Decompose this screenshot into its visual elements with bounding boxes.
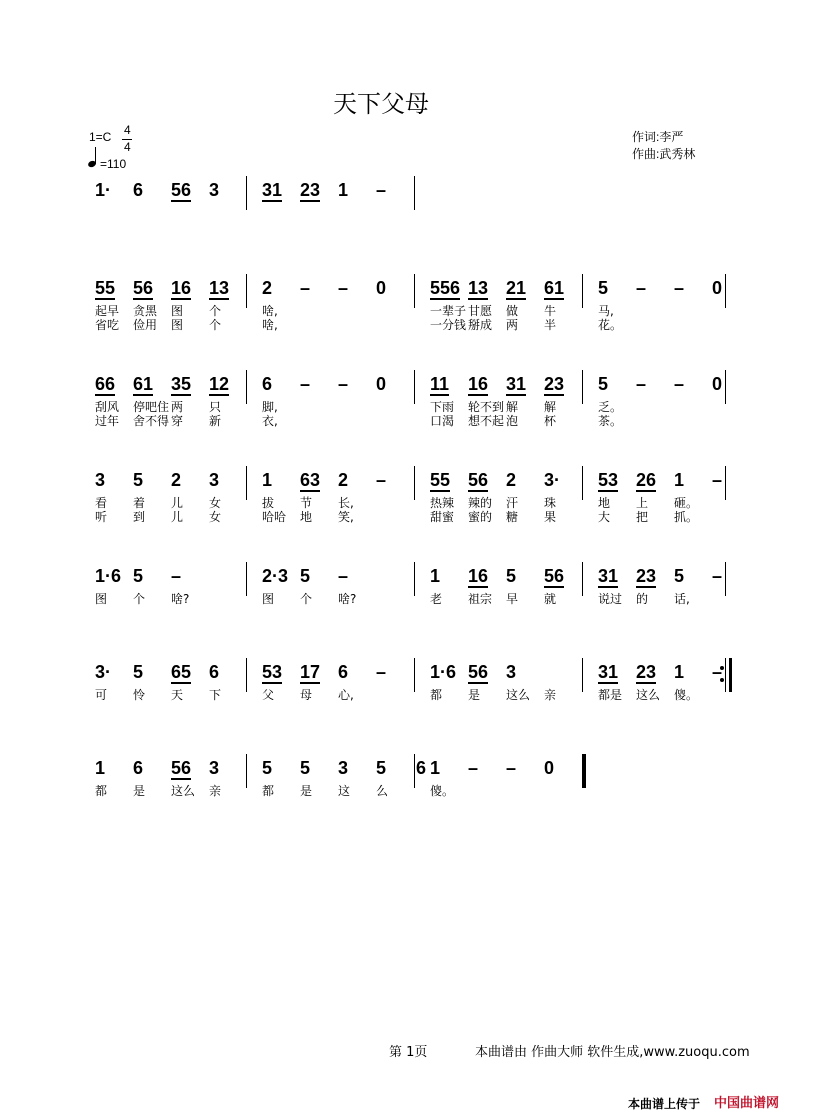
lyric-word: 脚, — [262, 400, 278, 414]
lyric-word: 解 — [544, 400, 557, 414]
note: 3 — [209, 470, 220, 490]
note: 16 — [171, 278, 192, 298]
lyric-word: 穿 — [171, 414, 184, 428]
note: 1·6 — [430, 662, 457, 682]
note: 0 — [544, 758, 555, 778]
lyric-word: 这么 — [636, 688, 661, 702]
lyric-word: 热辣 — [430, 496, 455, 510]
upload-credit: 本曲谱上传于 — [628, 1097, 701, 1111]
lyric-word: 听 — [95, 510, 108, 524]
bar-line — [414, 658, 415, 692]
note: 31 — [598, 662, 619, 682]
lyric-word: 辣的 — [468, 496, 493, 510]
note: – — [338, 278, 349, 298]
lyric-word: 新 — [209, 414, 222, 428]
note: 0 — [376, 278, 387, 298]
note: 6 — [133, 180, 144, 200]
lyric-word: 甜蜜 — [430, 510, 455, 524]
note: 1 — [430, 758, 441, 778]
lyric-word: 心, — [338, 688, 354, 702]
lyric-word: 父 — [262, 688, 275, 702]
note: 6 — [209, 662, 220, 682]
note: 23 — [300, 180, 321, 200]
lyric-word: 图 — [171, 318, 184, 332]
lyric-word: 就 — [544, 592, 557, 606]
note: 53 — [262, 662, 283, 682]
note: 3 — [338, 758, 349, 778]
note: 35 — [171, 374, 192, 394]
note: 5 — [262, 758, 273, 778]
note: 11 — [430, 374, 450, 394]
note: 5 — [506, 566, 517, 586]
note: 6 — [262, 374, 273, 394]
lyric-word: 看 — [95, 496, 108, 510]
lyric-word: 亲 — [544, 688, 557, 702]
note: 3 — [209, 758, 220, 778]
lyric-word: 拔 — [262, 496, 275, 510]
lyric-word: 地 — [300, 510, 313, 524]
note: – — [300, 374, 311, 394]
note: 53 — [598, 470, 619, 490]
lyric-word: 花。 — [598, 318, 623, 332]
note: 16 — [468, 374, 489, 394]
lyric-word: 个 — [300, 592, 313, 606]
bar-line — [414, 274, 415, 308]
page-title: 天下父母 — [333, 90, 429, 118]
note: 556 — [430, 278, 461, 298]
time-signature-bottom: 4 — [124, 140, 131, 154]
lyric-word: 掰成 — [468, 318, 493, 332]
lyric-word: 汗 — [506, 496, 519, 510]
lyric-word: 杯 — [544, 414, 557, 428]
lyric-word: 啥? — [171, 592, 190, 606]
lyric-word: 把 — [636, 510, 649, 524]
note: 56 — [171, 180, 192, 200]
note: – — [468, 758, 479, 778]
site-logo: 中国曲谱网 — [714, 1096, 780, 1111]
note: 13 — [468, 278, 489, 298]
lyric-word: 啥? — [338, 592, 357, 606]
lyric-word: 个 — [209, 304, 222, 318]
repeat-bar-line — [729, 658, 732, 692]
lyric-word: 早 — [506, 592, 519, 606]
note: 3· — [95, 662, 112, 682]
note: 2 — [506, 470, 517, 490]
lyric-word: 话, — [674, 592, 690, 606]
lyric-word: 大 — [598, 510, 611, 524]
lyric-word: 做 — [506, 304, 519, 318]
note: – — [376, 180, 387, 200]
note: – — [506, 758, 517, 778]
bar-line — [246, 658, 247, 692]
lyric-word: 泡 — [506, 414, 519, 428]
note: – — [712, 662, 723, 682]
quarter-note-icon — [87, 160, 97, 168]
lyric-word: 牛 — [544, 304, 557, 318]
lyric-word: 口渴 — [430, 414, 455, 428]
lyric-word: 的 — [636, 592, 649, 606]
lyric-word: 停吧住 — [133, 400, 170, 414]
note: 56 — [468, 662, 489, 682]
score-row — [0, 662, 819, 722]
lyric-word: 下雨 — [430, 400, 455, 414]
note: 6 — [338, 662, 349, 682]
note: 55 — [430, 470, 451, 490]
note: 6 — [416, 758, 427, 778]
lyric-word: 一分钱 — [430, 318, 467, 332]
note: 1·6 — [95, 566, 122, 586]
note: – — [636, 278, 647, 298]
note: 31 — [506, 374, 527, 394]
lyric-word: 乏。 — [598, 400, 623, 414]
note: 5 — [598, 374, 609, 394]
bar-line — [414, 562, 415, 596]
lyric-word: 抓。 — [674, 510, 699, 524]
lyric-word: 母 — [300, 688, 313, 702]
lyric-word: 么 — [376, 784, 389, 798]
bar-line — [246, 274, 247, 308]
note: 31 — [262, 180, 283, 200]
bar-line — [246, 370, 247, 404]
bar-line — [414, 370, 415, 404]
lyric-word: 图 — [95, 592, 108, 606]
page-number: 第 1页 — [389, 1045, 428, 1060]
lyric-word: 都是 — [598, 688, 623, 702]
note: 5 — [133, 470, 144, 490]
lyric-word: 衣, — [262, 414, 278, 428]
lyric-word: 茶。 — [598, 414, 623, 428]
note: 3 — [95, 470, 106, 490]
lyricist: 作词:李严 — [632, 130, 684, 144]
lyric-word: 省吃 — [95, 318, 120, 332]
lyric-word: 两 — [171, 400, 184, 414]
lyric-word: 解 — [506, 400, 519, 414]
lyric-word: 是 — [133, 784, 146, 798]
note: – — [338, 374, 349, 394]
lyric-word: 砸。 — [674, 496, 699, 510]
lyric-word: 说过 — [598, 592, 623, 606]
bar-line — [582, 370, 583, 404]
lyric-word: 是 — [468, 688, 481, 702]
lyric-word: 傻。 — [430, 784, 455, 798]
bar-line — [582, 658, 583, 692]
bar-line — [414, 176, 415, 210]
lyric-word: 图 — [262, 592, 275, 606]
note: 5 — [133, 662, 144, 682]
note: 23 — [636, 662, 657, 682]
note: 17 — [300, 662, 321, 682]
lyric-word: 是 — [300, 784, 313, 798]
lyric-word: 都 — [95, 784, 108, 798]
lyric-word: 贪黑 — [133, 304, 158, 318]
lyric-word: 女 — [209, 496, 222, 510]
note: – — [674, 278, 685, 298]
bar-line — [725, 466, 726, 500]
note: 12 — [209, 374, 230, 394]
lyric-word: 舍不得 — [133, 414, 170, 428]
note: 5 — [300, 566, 311, 586]
lyric-word: 着 — [133, 496, 146, 510]
lyric-word: 图 — [171, 304, 184, 318]
note: 23 — [544, 374, 565, 394]
lyric-word: 只 — [209, 400, 222, 414]
lyric-word: 刮风 — [95, 400, 120, 414]
note: 63 — [300, 470, 321, 490]
lyric-word: 到 — [133, 510, 146, 524]
lyric-word: 轮不到 — [468, 400, 505, 414]
note: 31 — [598, 566, 619, 586]
tempo: =110 — [100, 157, 127, 171]
note: 1 — [95, 758, 106, 778]
lyric-word: 哈哈 — [262, 510, 287, 524]
lyric-word: 甘愿 — [468, 304, 493, 318]
score-row — [0, 758, 819, 818]
score-row — [0, 374, 819, 434]
note: – — [712, 470, 723, 490]
lyric-word: 啥, — [262, 304, 278, 318]
key-signature: 1=C — [89, 130, 112, 144]
note: – — [636, 374, 647, 394]
note: 56 — [544, 566, 565, 586]
lyric-word: 这么 — [506, 688, 531, 702]
note: 0 — [712, 278, 723, 298]
lyric-word: 起早 — [95, 304, 120, 318]
note: – — [300, 278, 311, 298]
bar-line — [414, 466, 415, 500]
note: 55 — [95, 278, 116, 298]
note: 5 — [598, 278, 609, 298]
lyric-word: 上 — [636, 496, 649, 510]
note: – — [338, 566, 349, 586]
composer: 作曲:武秀林 — [632, 147, 696, 161]
lyric-word: 珠 — [544, 496, 557, 510]
lyric-word: 傻。 — [674, 688, 699, 702]
note: – — [376, 470, 387, 490]
generator-credit: 本曲谱由 作曲大师 软件生成,www.zuoqu.com — [475, 1045, 750, 1060]
score-row — [0, 470, 819, 530]
lyric-word: 下 — [209, 688, 222, 702]
lyric-word: 个 — [209, 318, 222, 332]
lyric-word: 长, — [338, 496, 354, 510]
note: 6 — [133, 758, 144, 778]
score-row — [0, 278, 819, 338]
lyric-word: 一辈子 — [430, 304, 467, 318]
lyric-word: 这么 — [171, 784, 196, 798]
lyric-word: 儿 — [171, 496, 184, 510]
lyric-word: 亲 — [209, 784, 222, 798]
note: 23 — [636, 566, 657, 586]
bar-line — [725, 658, 726, 692]
lyric-word: 过年 — [95, 414, 120, 428]
lyric-word: 怜 — [133, 688, 146, 702]
final-bar-line — [583, 754, 586, 788]
lyric-word: 蜜的 — [468, 510, 493, 524]
lyric-word: 女 — [209, 510, 222, 524]
lyric-word: 两 — [506, 318, 519, 332]
lyric-word: 想不起 — [468, 414, 505, 428]
note: 5 — [376, 758, 387, 778]
note: 1 — [674, 662, 685, 682]
lyric-word: 个 — [133, 592, 146, 606]
note: 0 — [376, 374, 387, 394]
bar-line — [246, 176, 247, 210]
lyric-word: 祖宗 — [468, 592, 493, 606]
note: 1· — [95, 180, 112, 200]
lyric-word: 儿 — [171, 510, 184, 524]
bar-line — [582, 562, 583, 596]
lyric-word: 糖 — [506, 510, 519, 524]
lyric-word: 地 — [598, 496, 611, 510]
bar-line — [246, 754, 247, 788]
note: – — [376, 662, 387, 682]
bar-line — [414, 754, 415, 788]
lyric-word: 果 — [544, 510, 557, 524]
lyric-word: 都 — [262, 784, 275, 798]
score-row — [0, 180, 819, 240]
lyric-word: 啥, — [262, 318, 278, 332]
lyric-word: 笑, — [338, 510, 354, 524]
note: 5 — [674, 566, 685, 586]
note: 1 — [338, 180, 349, 200]
note: 21 — [506, 278, 527, 298]
note: 56 — [171, 758, 192, 778]
lyric-word: 可 — [95, 688, 108, 702]
note: 3· — [544, 470, 561, 490]
lyric-word: 马, — [598, 304, 614, 318]
lyric-word: 俭用 — [133, 318, 158, 332]
bar-line — [582, 274, 583, 308]
note: 3 — [506, 662, 517, 682]
note: – — [712, 566, 723, 586]
lyric-word: 半 — [544, 318, 557, 332]
note: 3 — [209, 180, 220, 200]
bar-line — [582, 466, 583, 500]
bar-line — [246, 562, 247, 596]
note: 65 — [171, 662, 192, 682]
note: 1 — [430, 566, 441, 586]
bar-line — [246, 466, 247, 500]
note: 26 — [636, 470, 657, 490]
lyric-word: 这 — [338, 784, 351, 798]
note: 2 — [338, 470, 349, 490]
note: 5 — [133, 566, 144, 586]
note: – — [674, 374, 685, 394]
note: 2 — [171, 470, 182, 490]
note: 61 — [544, 278, 565, 298]
lyric-word: 天 — [171, 688, 184, 702]
note: 56 — [468, 470, 489, 490]
note: 2 — [262, 278, 273, 298]
score-row — [0, 566, 819, 626]
bar-line — [725, 370, 726, 404]
bar-line — [725, 274, 726, 308]
note: 61 — [133, 374, 154, 394]
note: 2·3 — [262, 566, 289, 586]
note: 56 — [133, 278, 154, 298]
note: 1 — [262, 470, 273, 490]
note: – — [171, 566, 182, 586]
note: 16 — [468, 566, 489, 586]
note: 5 — [300, 758, 311, 778]
lyric-word: 节 — [300, 496, 313, 510]
note: 66 — [95, 374, 116, 394]
note: 0 — [712, 374, 723, 394]
note: 1 — [674, 470, 685, 490]
note: 13 — [209, 278, 230, 298]
time-signature-top: 4 — [124, 123, 131, 137]
lyric-word: 都 — [430, 688, 443, 702]
lyric-word: 老 — [430, 592, 443, 606]
bar-line — [725, 562, 726, 596]
